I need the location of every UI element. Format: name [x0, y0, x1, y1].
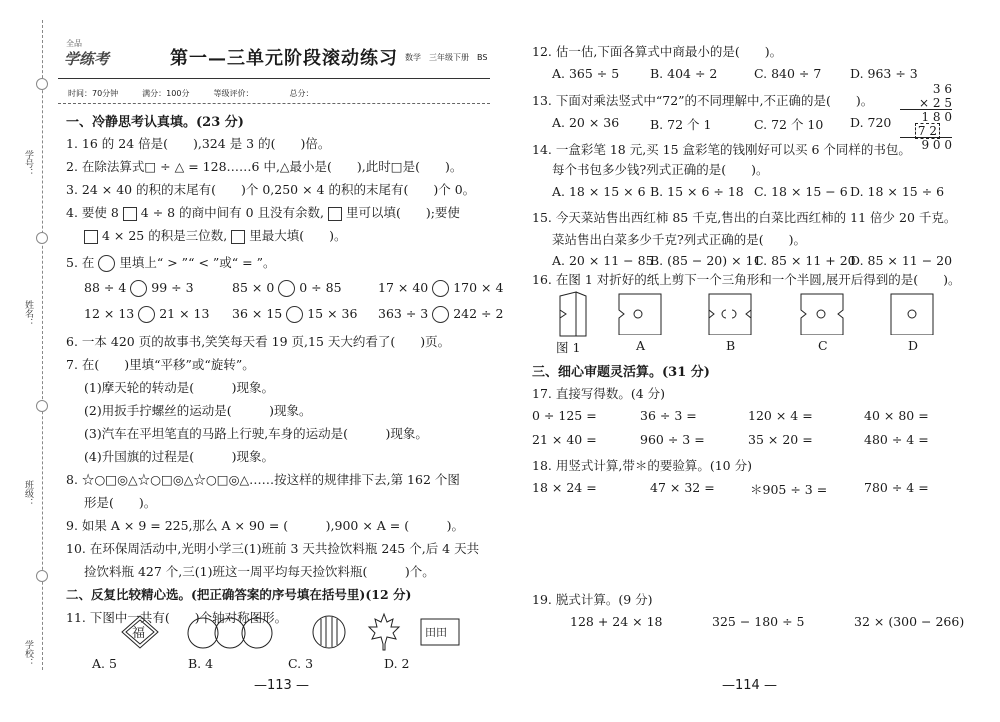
q4-text-d: 4 × 25 的积是三位数,	[101, 228, 228, 243]
grid-characters: 田田	[425, 626, 447, 639]
q15-option-d[interactable]: D. 85 × 11 − 20	[850, 253, 953, 268]
compare-left: 363 ÷ 3	[378, 306, 429, 321]
figure-a-label[interactable]: A	[636, 338, 646, 353]
q14-option-b[interactable]: B. 15 × 6 ÷ 18	[650, 184, 744, 199]
fu-character: 福	[132, 626, 146, 641]
overlapping-rings-figure	[186, 616, 274, 650]
q11-option-b[interactable]: B. 4	[188, 656, 214, 671]
compare-left: 17 × 40	[378, 280, 429, 295]
compare-left: 88 ÷ 4	[84, 280, 127, 295]
q4-text-e: 里最大填( )。	[249, 228, 347, 243]
q4-text-c: 里可以填( );要使	[345, 205, 460, 220]
compare-item	[378, 306, 503, 323]
compare-circle[interactable]	[432, 306, 449, 323]
vertical-multiplication	[900, 82, 952, 152]
q14-option-c[interactable]: C. 18 × 15 − 6	[754, 184, 848, 199]
brand-logo	[60, 38, 120, 66]
page-number: —114 —	[722, 678, 777, 693]
highlighted-72: 7 2	[915, 123, 940, 139]
figure-c-label[interactable]: C	[818, 338, 828, 353]
q13-option-c[interactable]: C. 72 个 10	[754, 117, 824, 132]
answer-box[interactable]	[123, 207, 137, 221]
q11-option-d[interactable]: D. 2	[384, 656, 410, 671]
logo-text: 学练考	[64, 50, 110, 68]
compare-circle	[98, 255, 115, 272]
question-8-line-1: 8. ☆○□◎△☆○□◎△☆○□◎△……按这样的规律排下去,第 162 个图	[66, 472, 460, 487]
oral-calc-item: 21 × 40 =	[532, 432, 597, 447]
oral-calc-item: 120 × 4 =	[748, 408, 813, 423]
name-label: 姓名：	[23, 300, 33, 327]
q4-text-b: 4 ÷ 8 的商中间有 0 且没有余数,	[140, 205, 324, 220]
answer-box[interactable]	[328, 207, 342, 221]
compare-item	[84, 306, 209, 323]
q11-option-a[interactable]: A. 5	[92, 656, 117, 671]
question-13: 13. 下面对乘法竖式中“72”的不同理解中,不正确的是( )。	[532, 93, 874, 108]
q13-option-d[interactable]: D. 720	[850, 115, 892, 130]
question-15-line-1: 15. 今天菜站售出西红柿 85 千克,售出的白菜比西红柿的 11 倍少 20 千克。	[532, 210, 957, 225]
figure-b-label[interactable]: B	[726, 338, 736, 353]
question-4-line-2	[84, 226, 346, 244]
compare-item	[84, 280, 194, 297]
compare-right: 15 × 36	[307, 306, 358, 321]
question-17: 17. 直接写得数。(4 分)	[532, 386, 666, 401]
question-1: 1. 16 的 24 倍是( ),324 是 3 的( )倍。	[66, 136, 331, 151]
question-5	[66, 253, 275, 272]
section-3-heading: 三、细心审题灵活算。(31 分)	[532, 365, 710, 380]
binding-hole	[36, 570, 48, 582]
class-label: 班级：	[23, 480, 33, 507]
question-7-1: (1)摩天轮的转动是( )现象。	[84, 380, 274, 395]
question-12: 12. 估一估,下面各算式中商最小的是( )。	[532, 44, 783, 59]
q5-text-b: 里填上“ > ”“ < ”或“ = ”。	[119, 255, 276, 270]
option-c-figure	[800, 293, 844, 335]
figure-d-label[interactable]: D	[908, 338, 919, 353]
compare-circle[interactable]	[278, 280, 295, 297]
school-label: 学校：	[23, 640, 33, 667]
q15-option-a[interactable]: A. 20 × 11 − 85	[552, 253, 654, 268]
striped-circle-figure	[312, 614, 346, 650]
question-16: 16. 在图 1 对折好的纸上剪下一个三角形和一个半圆,展开后得到的是( )。	[532, 272, 961, 287]
compare-item	[232, 306, 357, 323]
compare-right: 0 ÷ 85	[299, 280, 342, 295]
compare-circle[interactable]	[432, 280, 449, 297]
multiplier: × 2 5	[900, 96, 952, 110]
q12-option-a[interactable]: A. 365 ÷ 5	[552, 66, 620, 81]
question-11: 11. 下图中一共有( )个轴对称图形。	[66, 610, 288, 625]
compare-right: 170 × 4	[453, 280, 504, 295]
step-calc-item: 325 − 180 ÷ 5	[712, 614, 805, 629]
compare-circle[interactable]	[130, 280, 147, 297]
oral-calc-item: 35 × 20 =	[748, 432, 813, 447]
compare-right: 242 ÷ 2	[453, 306, 504, 321]
q12-option-c[interactable]: C. 840 ÷ 7	[754, 66, 822, 81]
question-2: 2. 在除法算式□ ÷ △ = 128……6 中,△最小是( ),此时□是( )。	[66, 159, 463, 174]
question-8-line-2: 形是( )。	[84, 495, 157, 510]
q5-text-a: 5. 在	[66, 255, 95, 270]
vertical-calc-item: ＊905 ÷ 3 =	[750, 482, 828, 497]
compare-item	[232, 280, 342, 297]
info-rule	[58, 103, 490, 104]
q13-option-b[interactable]: B. 72 个 1	[650, 117, 712, 132]
compare-right: 99 ÷ 3	[151, 280, 194, 295]
header-rule	[58, 78, 490, 79]
compare-left: 12 × 13	[84, 306, 135, 321]
compare-item	[378, 280, 503, 297]
question-19: 19. 脱式计算。(9 分)	[532, 592, 653, 607]
compare-circle[interactable]	[138, 306, 155, 323]
q12-option-b[interactable]: B. 404 ÷ 2	[650, 66, 718, 81]
vertical-calc-item: 780 ÷ 4 =	[864, 480, 929, 495]
maple-leaf-icon	[366, 612, 402, 652]
question-6: 6. 一本 420 页的故事书,笑笑每天看 19 页,15 天大约看了( )页。	[66, 334, 451, 349]
question-7-4: (4)升国旗的过程是( )现象。	[84, 449, 274, 464]
compare-circle[interactable]	[286, 306, 303, 323]
product: 9 0 0	[921, 138, 952, 152]
binding-hole	[36, 232, 48, 244]
oral-calc-item: 40 × 80 =	[864, 408, 929, 423]
info-row: 时间：70分钟 满分：100分 等级评价： 总分：	[68, 89, 314, 98]
page-number: —113 —	[254, 678, 309, 693]
question-15-line-2: 菜站售出白菜多少千克?列式正确的是( )。	[552, 232, 806, 247]
q4-text-a: 4. 要使 8	[66, 205, 119, 220]
question-4-line-1	[66, 203, 460, 221]
option-b-figure	[708, 293, 752, 335]
question-7-2: (2)用扳手拧螺丝的运动是( )现象。	[84, 403, 312, 418]
q15-option-b[interactable]: B. (85 − 20) × 11	[650, 253, 762, 268]
q14-option-a[interactable]: A. 18 × 15 × 6	[552, 184, 646, 199]
q13-option-a[interactable]: A. 20 × 36	[552, 115, 620, 130]
folded-paper-figure	[558, 290, 588, 338]
step-calc-item: 32 × (300 − 266)	[854, 614, 965, 629]
question-7: 7. 在( )里填“平移”或“旋转”。	[66, 357, 255, 372]
question-7-3: (3)汽车在平坦笔直的马路上行驶,车身的运动是( )现象。	[84, 426, 428, 441]
question-9: 9. 如果 A × 9 = 225,那么 A × 90 = ( ),900 × A = ( )。	[66, 518, 464, 533]
section-1-heading: 一、冷静思考认真填。(23 分)	[66, 115, 244, 130]
binding-hole	[36, 400, 48, 412]
vertical-calc-item: 47 × 32 =	[650, 480, 715, 495]
q15-option-c[interactable]: C. 85 × 11 + 20	[754, 253, 856, 268]
oral-calc-item: 480 ÷ 4 =	[864, 432, 929, 447]
oral-calc-item: 960 ÷ 3 =	[640, 432, 705, 447]
partial-product-2	[900, 124, 952, 138]
partial-product-1: 1 8 0	[921, 110, 952, 124]
question-10-line-2: 捡饮料瓶 427 个,三(1)班这一周平均每天捡饮料瓶( )个。	[84, 564, 435, 579]
q12-option-d[interactable]: D. 963 ÷ 3	[850, 66, 918, 81]
oral-calc-item: 36 ÷ 3 =	[640, 408, 697, 423]
option-d-figure	[890, 293, 934, 335]
step-calc-item: 128 + 24 × 18	[570, 614, 663, 629]
answer-box[interactable]	[84, 230, 98, 244]
question-14-line-2: 每个书包多少钱?列式正确的是( )。	[552, 162, 769, 177]
compare-left: 36 × 15	[232, 306, 283, 321]
subtitle: 数学 三年级下册 BS	[405, 53, 488, 62]
compare-right: 21 × 13	[159, 306, 210, 321]
logo-small-text: 全品	[66, 39, 82, 48]
multiplicand: 3 6	[932, 82, 952, 96]
question-18: 18. 用竖式计算,带＊的要验算。(10 分)	[532, 458, 752, 473]
student-id-label: 学号：	[23, 150, 33, 177]
answer-box[interactable]	[231, 230, 245, 244]
question-14-line-1: 14. 一盒彩笔 18 元,买 15 盒彩笔的钱刚好可以买 6 个同样的书包。	[532, 142, 911, 157]
question-3: 3. 24 × 40 的积的末尾有( )个 0,250 × 4 的积的末尾有( )个 0。	[66, 182, 476, 197]
page-title: 第一—三单元阶段滚动练习	[170, 48, 398, 69]
vertical-calc-item: 18 × 24 =	[532, 480, 597, 495]
binding-hole	[36, 78, 48, 90]
q11-option-c[interactable]: C. 3	[288, 656, 314, 671]
compare-left: 85 × 0	[232, 280, 275, 295]
q14-option-d[interactable]: D. 18 × 15 ÷ 6	[850, 184, 945, 199]
section-2-heading: 二、反复比较精心选。(把正确答案的序号填在括号里)(12 分)	[66, 587, 412, 602]
question-10-line-1: 10. 在环保周活动中,光明小学三(1)班前 3 天共捡饮料瓶 245 个,后 4 天共	[66, 541, 480, 556]
oral-calc-item: 0 ÷ 125 =	[532, 408, 597, 423]
option-a-figure	[618, 293, 662, 335]
figure-1-label: 图 1	[556, 340, 581, 355]
